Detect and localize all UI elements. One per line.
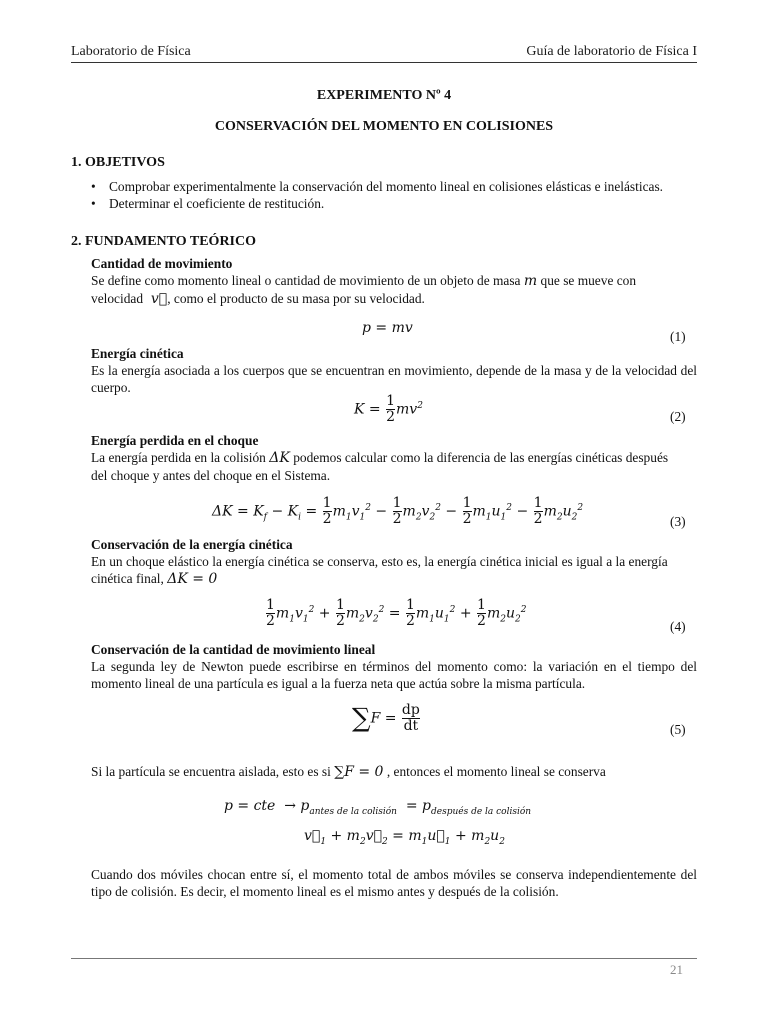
symbol-delta-k: ΔK xyxy=(269,450,290,466)
equation-number-2: (2) xyxy=(670,409,686,424)
equation-vector-momentum: $v⃗_1$ + $m_2v⃗_2$ = $m_1u⃗_1 + m_2u_2$ xyxy=(304,828,505,847)
conservacion-energia-paragraph xyxy=(91,553,697,588)
section-fundamento-heading: 2. FUNDAMENTO TEÓRICO xyxy=(71,234,257,249)
experiment-title: EXPERIMENTO Nº 4 xyxy=(316,88,452,103)
header-left: Laboratorio de Física xyxy=(71,44,191,59)
equation-momentum-constant: p = cte → $p_{antes de la colisión} = p_{después de la colisión}$ xyxy=(224,798,532,817)
aislada-text-a: Si la partícula se encuentra aislada, esto es si xyxy=(91,764,331,779)
cantidad-heading: Cantidad de movimiento xyxy=(91,256,233,271)
perdida-text-1b: podemos calcular como la diferencia de las energías cinéticas después xyxy=(293,450,669,465)
cantidad-paragraph xyxy=(91,272,697,308)
perdida-heading: Energía perdida en el choque xyxy=(91,433,259,448)
experiment-subtitle: CONSERVACIÓN DEL MOMENTO EN COLISIONES xyxy=(214,119,554,134)
delta-k-zero: ΔK = 0 xyxy=(167,571,218,587)
page-number: 21 xyxy=(670,962,683,977)
conservacion-energia-text-1: En un choque elástico la energía cinética se conserva, esto es, la energía cinética inicial es igual a la energía xyxy=(91,554,668,569)
section-objetivos-heading: 1. OBJETIVOS xyxy=(71,155,165,170)
equation-2: K = $\frac{1}{2}$ $mv^2$ xyxy=(354,393,423,425)
aislada-text-b: , entonces el momento lineal se conserva xyxy=(386,764,606,779)
conservacion-energia-text-2: cinética final, xyxy=(91,571,164,586)
cantidad-text-1a: Se define como momento lineal o cantidad de movimiento de un objeto de masa xyxy=(91,273,521,288)
header-rule xyxy=(71,62,697,63)
perdida-text-1a: La energía perdida en la colisión xyxy=(91,450,266,465)
conservacion-momento-paragraph: La segunda ley de Newton puede escribirse en términos del momento como: la variación en el tiempo del momento lineal de una partícula es igual a la fuerza neta que actúa sobre la misma partícula. xyxy=(91,659,697,691)
conservacion-energia-heading: Conservación de la energía cinética xyxy=(91,537,293,552)
equation-1: p = mv xyxy=(362,320,413,336)
symbol-v-vector: v⃗ xyxy=(146,291,168,307)
perdida-paragraph xyxy=(91,449,697,484)
objective-text: Determinar el coeficiente de restitución. xyxy=(109,196,325,211)
objective-item: • Comprobar experimentalmente la conservación del momento lineal en colisiones elásticas e inelásticas. xyxy=(91,179,664,194)
cantidad-text-2b: , como el producto de su masa por su velocidad. xyxy=(167,291,425,306)
cantidad-text-2a: velocidad xyxy=(91,291,144,306)
objective-item: • Determinar el coeficiente de restitución. xyxy=(91,196,325,211)
subscript-antes: antes de la colisión xyxy=(309,806,397,817)
equation-number-3: (3) xyxy=(670,514,686,529)
header-right: Guía de laboratorio de Física I xyxy=(526,44,697,59)
equation-number-1: (1) xyxy=(670,329,686,344)
cantidad-text-1b: que se mueve con xyxy=(540,273,637,288)
energia-paragraph: Es la energía asociada a los cuerpos que se encuentran en movimiento, depende de la masa y de la velocidad del cuerpo. xyxy=(91,363,697,395)
conservacion-momento-heading: Conservación de la cantidad de movimiento lineal xyxy=(91,642,376,657)
footer-rule xyxy=(71,958,697,959)
sum-f-zero: ∑F = 0 xyxy=(334,764,384,780)
equation-3: $\Delta K = K_f - K_i$ = $\frac{1}{2}$ $m_1v_1^2$ − $\frac{1}{2}$ $m_2v_2^2$ − $\frac{1}{2}$ $m_1u_1^2$ − $\frac{1}{2}$ $m_2u_2^2$ xyxy=(212,495,584,527)
perdida-text-2: del choque y antes del choque en el Sistema. xyxy=(91,468,331,483)
symbol-m: m xyxy=(523,273,538,289)
subscript-despues: después de la colisión xyxy=(431,806,532,817)
equation-number-5: (5) xyxy=(670,722,686,737)
equation-4: $\frac{1}{2}$ $m_1v_1^2$ + $\frac{1}{2}$ $m_2v_2^2$ = $\frac{1}{2}$ $m_1u_1^2$ + $\frac{1}{2}$ $m_2u_2^2$ xyxy=(266,597,527,629)
energia-heading: Energía cinética xyxy=(91,346,184,361)
objective-text: Comprobar experimentalmente la conservación del momento lineal en colisiones elásticas e inelásticas. xyxy=(109,179,664,194)
aislada-paragraph xyxy=(91,763,697,781)
equation-5: ∑F = $\frac{dp}{dt}$ xyxy=(352,702,420,734)
equation-number-4: (4) xyxy=(670,619,686,634)
closing-paragraph: Cuando dos móviles chocan entre sí, el momento total de ambos móviles se conserva independientemente del tipo de colisión. Es decir, el momento lineal es el mismo antes y después de la colisión. xyxy=(91,867,697,899)
